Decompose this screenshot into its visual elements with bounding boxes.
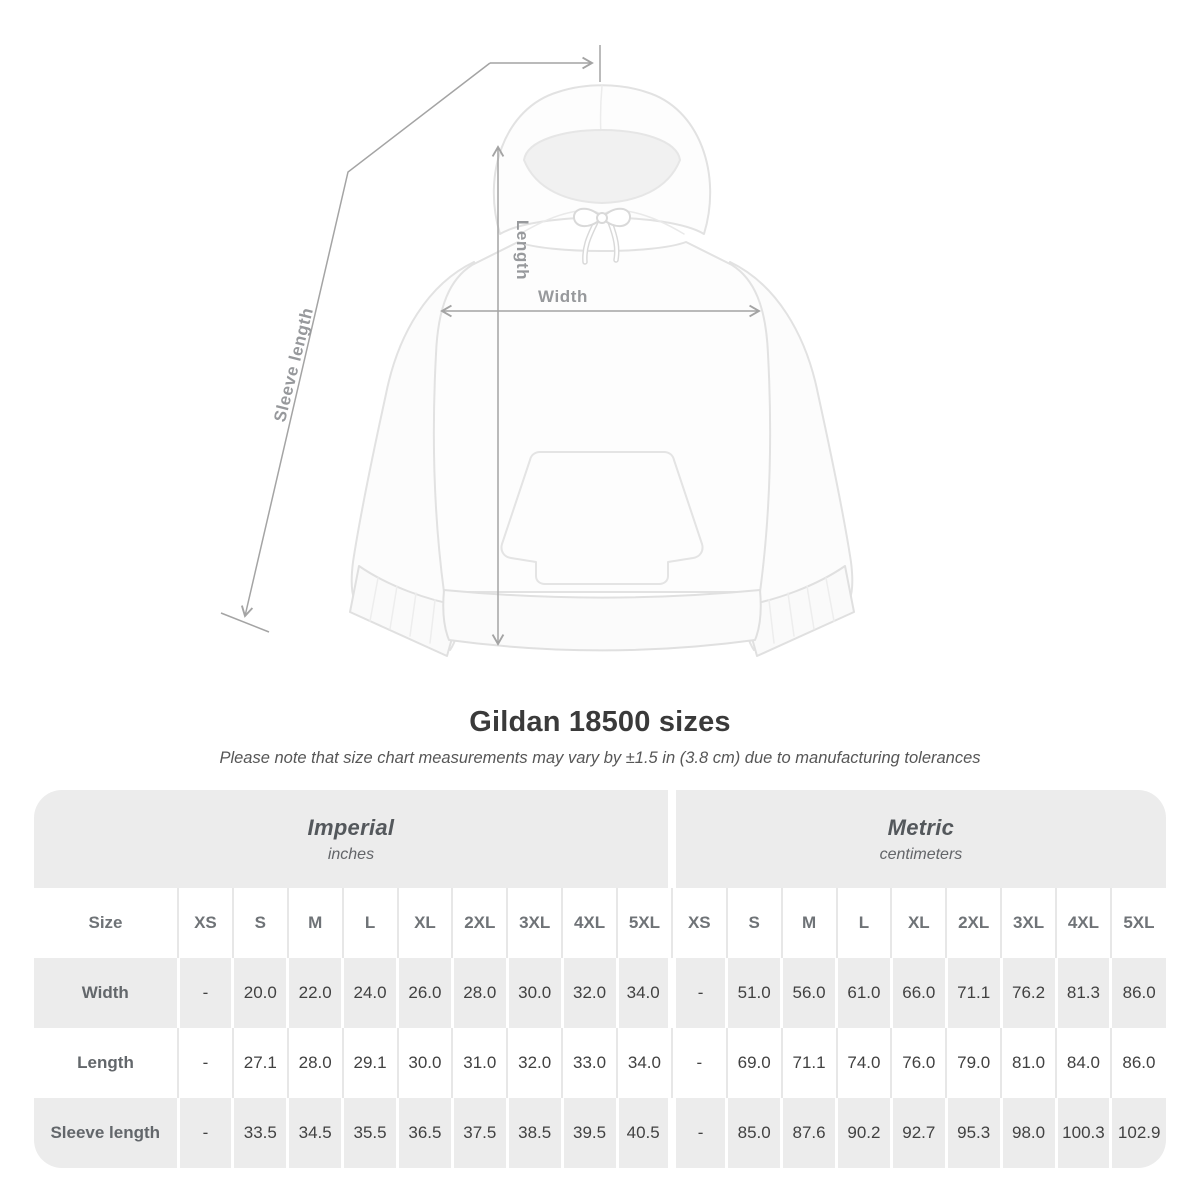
size-header-cell: 2XL <box>452 888 507 958</box>
value-cell: 81.0 <box>1001 1028 1056 1098</box>
value-cell: 51.0 <box>727 958 782 1028</box>
value-cell: - <box>178 958 233 1028</box>
value-cell: 28.0 <box>452 958 507 1028</box>
value-cell: 34.0 <box>617 958 672 1028</box>
size-header-cell: XL <box>891 888 946 958</box>
value-cell: 92.7 <box>891 1098 946 1168</box>
size-header-cell: 5XL <box>1111 888 1166 958</box>
size-header-cell: 3XL <box>507 888 562 958</box>
value-cell: 86.0 <box>1111 958 1166 1028</box>
metric-group-header <box>672 790 1166 888</box>
size-header-cell: XS <box>672 888 727 958</box>
size-header-cell: 5XL <box>617 888 672 958</box>
size-header-row <box>34 888 1166 958</box>
size-header-cell: L <box>837 888 892 958</box>
value-cell: 74.0 <box>837 1028 892 1098</box>
value-cell: - <box>672 1028 727 1098</box>
value-cell: - <box>178 1098 233 1168</box>
value-cell: 33.0 <box>562 1028 617 1098</box>
value-cell: - <box>672 958 727 1028</box>
tolerance-note: Please note that size chart measurements may vary by ±1.5 in (3.8 cm) due to manufacturing tolerances <box>219 749 981 767</box>
value-cell: 30.0 <box>507 958 562 1028</box>
value-cell: 22.0 <box>288 958 343 1028</box>
value-cell: 81.3 <box>1056 958 1111 1028</box>
page-title: Gildan 18500 sizes <box>469 706 731 738</box>
size-table <box>34 790 1166 1168</box>
imperial-group-title: Imperial <box>307 814 395 840</box>
size-header-cell: 2XL <box>946 888 1001 958</box>
width-label: Width <box>537 287 589 306</box>
table-row-sleeve-length <box>34 1098 1166 1168</box>
imperial-group-header <box>34 790 672 888</box>
row-label: Length <box>34 1028 178 1098</box>
value-cell: 35.5 <box>343 1098 398 1168</box>
value-cell: 76.2 <box>1001 958 1056 1028</box>
value-cell: - <box>672 1098 727 1168</box>
length-label: Length <box>513 219 532 281</box>
value-cell: 98.0 <box>1001 1098 1056 1168</box>
value-cell: 86.0 <box>1111 1028 1166 1098</box>
value-cell: 34.5 <box>288 1098 343 1168</box>
value-cell: 90.2 <box>837 1098 892 1168</box>
hoodie-illustration <box>350 85 854 656</box>
value-cell: 37.5 <box>452 1098 507 1168</box>
value-cell: 33.5 <box>233 1098 288 1168</box>
value-cell: 61.0 <box>837 958 892 1028</box>
value-cell: 32.0 <box>562 958 617 1028</box>
value-cell: 27.1 <box>233 1028 288 1098</box>
value-cell: 100.3 <box>1056 1098 1111 1168</box>
value-cell: 95.3 <box>946 1098 1001 1168</box>
size-header-cell: S <box>233 888 288 958</box>
value-cell: 34.0 <box>617 1028 672 1098</box>
row-label: Width <box>34 958 178 1028</box>
value-cell: 102.9 <box>1111 1098 1166 1168</box>
value-cell: 20.0 <box>233 958 288 1028</box>
size-header-cell: 4XL <box>562 888 617 958</box>
size-header-cell: XS <box>178 888 233 958</box>
value-cell: 66.0 <box>891 958 946 1028</box>
size-header-cell: 3XL <box>1001 888 1056 958</box>
value-cell: 24.0 <box>343 958 398 1028</box>
value-cell: 38.5 <box>507 1098 562 1168</box>
metric-group-unit: centimeters <box>879 845 963 863</box>
size-header-cell: S <box>727 888 782 958</box>
table-row-length <box>34 1028 1166 1098</box>
size-header-cell: XL <box>398 888 453 958</box>
sleeve-length-label: Sleeve length <box>270 305 318 424</box>
value-cell: 28.0 <box>288 1028 343 1098</box>
value-cell: 39.5 <box>562 1098 617 1168</box>
size-header-cell: M <box>288 888 343 958</box>
value-cell: 31.0 <box>452 1028 507 1098</box>
metric-group-title: Metric <box>887 814 955 840</box>
value-cell: 56.0 <box>782 958 837 1028</box>
value-cell: 85.0 <box>727 1098 782 1168</box>
value-cell: 36.5 <box>398 1098 453 1168</box>
value-cell: 30.0 <box>398 1028 453 1098</box>
row-label: Sleeve length <box>34 1098 178 1168</box>
hoodie-hem <box>443 590 761 651</box>
size-header-cell: L <box>343 888 398 958</box>
value-cell: 32.0 <box>507 1028 562 1098</box>
value-cell: 71.1 <box>946 958 1001 1028</box>
value-cell: 84.0 <box>1056 1028 1111 1098</box>
value-cell: 26.0 <box>398 958 453 1028</box>
value-cell: 40.5 <box>617 1098 672 1168</box>
size-column-header: Size <box>34 888 178 958</box>
value-cell: 71.1 <box>782 1028 837 1098</box>
value-cell: 87.6 <box>782 1098 837 1168</box>
value-cell: - <box>178 1028 233 1098</box>
value-cell: 79.0 <box>946 1028 1001 1098</box>
unit-group-row <box>34 790 1166 888</box>
value-cell: 69.0 <box>727 1028 782 1098</box>
size-header-cell: M <box>782 888 837 958</box>
value-cell: 76.0 <box>891 1028 946 1098</box>
imperial-group-unit: inches <box>327 845 375 863</box>
table-row-width <box>34 958 1166 1028</box>
size-header-cell: 4XL <box>1056 888 1111 958</box>
value-cell: 29.1 <box>343 1028 398 1098</box>
